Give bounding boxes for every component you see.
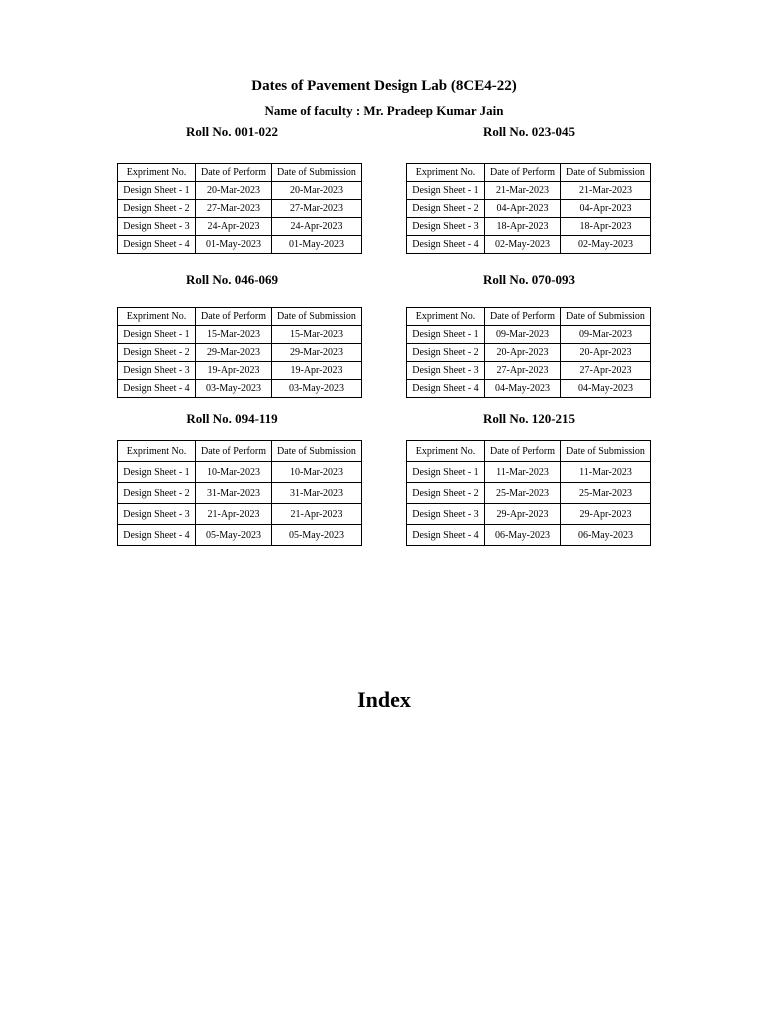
schedule-table-6 <box>406 440 651 546</box>
table-row <box>118 462 362 483</box>
table-cell: 05-May-2023 <box>196 525 272 546</box>
table-cell: Design Sheet - 2 <box>118 344 196 362</box>
table-cell: 21-Mar-2023 <box>561 182 651 200</box>
column-header: Date of Submission <box>272 164 362 182</box>
column-header: Date of Submission <box>272 308 362 326</box>
table-cell: 11-Mar-2023 <box>485 462 561 483</box>
schedule-table-4 <box>406 307 651 398</box>
table-row <box>407 362 651 380</box>
table-row <box>118 200 362 218</box>
table-cell: 27-Mar-2023 <box>196 200 272 218</box>
table-cell: 29-Apr-2023 <box>561 504 651 525</box>
table-row <box>407 326 651 344</box>
table-cell: 27-Apr-2023 <box>485 362 561 380</box>
table-cell: 04-Apr-2023 <box>561 200 651 218</box>
table-cell: 05-May-2023 <box>272 525 362 546</box>
table-header-row <box>407 441 651 462</box>
table-header-row <box>118 308 362 326</box>
table-cell: 09-Mar-2023 <box>485 326 561 344</box>
table-cell: 31-Mar-2023 <box>196 483 272 504</box>
table-row <box>118 182 362 200</box>
table-row <box>407 218 651 236</box>
roll-heading-2: Roll No. 023-045 <box>482 124 576 139</box>
table-cell: 04-May-2023 <box>485 380 561 398</box>
column-header: Expriment No. <box>118 441 196 462</box>
table-cell: 21-Apr-2023 <box>272 504 362 525</box>
table-row <box>407 200 651 218</box>
table-cell: 04-Apr-2023 <box>485 200 561 218</box>
table-cell: 20-Mar-2023 <box>196 182 272 200</box>
table-cell: Design Sheet - 2 <box>407 483 485 504</box>
schedule-table-2 <box>406 163 651 254</box>
table-cell: 20-Apr-2023 <box>485 344 561 362</box>
table-cell: 09-Mar-2023 <box>561 326 651 344</box>
table-cell: 21-Mar-2023 <box>485 182 561 200</box>
column-header: Date of Perform <box>196 441 272 462</box>
page-title: Dates of Pavement Design Lab (8CE4-22) <box>251 78 517 94</box>
table-row <box>407 525 651 546</box>
table-cell: 27-Mar-2023 <box>272 200 362 218</box>
table-cell: Design Sheet - 1 <box>118 462 196 483</box>
column-header: Date of Submission <box>561 308 651 326</box>
schedule-table-5 <box>117 440 362 546</box>
table-row <box>118 483 362 504</box>
faculty-name: Name of faculty : Mr. Pradeep Kumar Jain <box>264 103 504 118</box>
table-row <box>118 344 362 362</box>
table-cell: 27-Apr-2023 <box>561 362 651 380</box>
table-cell: Design Sheet - 2 <box>407 200 485 218</box>
table-cell: Design Sheet - 4 <box>407 525 485 546</box>
index-heading: Index <box>357 687 411 712</box>
table-row <box>407 236 651 254</box>
table-cell: 21-Apr-2023 <box>196 504 272 525</box>
table-cell: Design Sheet - 3 <box>118 218 196 236</box>
table-cell: 02-May-2023 <box>485 236 561 254</box>
table-cell: Design Sheet - 3 <box>407 504 485 525</box>
table-header-row <box>118 441 362 462</box>
table-cell: 25-Mar-2023 <box>485 483 561 504</box>
table-cell: Design Sheet - 2 <box>118 200 196 218</box>
table-cell: 03-May-2023 <box>272 380 362 398</box>
table-cell: 01-May-2023 <box>272 236 362 254</box>
table-header-row <box>118 164 362 182</box>
column-header: Date of Submission <box>272 441 362 462</box>
table-cell: 18-Apr-2023 <box>561 218 651 236</box>
column-header: Date of Submission <box>561 441 651 462</box>
table-row <box>407 380 651 398</box>
roll-heading-4: Roll No. 070-093 <box>482 272 576 287</box>
schedule-table-1 <box>117 163 362 254</box>
table-cell: 10-Mar-2023 <box>196 462 272 483</box>
column-header: Date of Perform <box>485 308 561 326</box>
column-header: Date of Perform <box>485 164 561 182</box>
roll-heading-3: Roll No. 046-069 <box>185 272 279 287</box>
table-row <box>118 236 362 254</box>
table-cell: Design Sheet - 2 <box>407 344 485 362</box>
schedule-table-3 <box>117 307 362 398</box>
table-cell: 25-Mar-2023 <box>561 483 651 504</box>
column-header: Expriment No. <box>118 308 196 326</box>
table-cell: 19-Apr-2023 <box>272 362 362 380</box>
table-row <box>407 182 651 200</box>
table-cell: 06-May-2023 <box>561 525 651 546</box>
table-cell: Design Sheet - 1 <box>407 182 485 200</box>
table-row <box>118 525 362 546</box>
table-cell: Design Sheet - 4 <box>118 380 196 398</box>
table-row <box>118 218 362 236</box>
table-cell: Design Sheet - 4 <box>407 380 485 398</box>
table-row <box>118 362 362 380</box>
column-header: Date of Perform <box>485 441 561 462</box>
table-cell: 15-Mar-2023 <box>196 326 272 344</box>
table-row <box>407 462 651 483</box>
table-header-row <box>407 308 651 326</box>
table-cell: 02-May-2023 <box>561 236 651 254</box>
table-cell: Design Sheet - 3 <box>407 218 485 236</box>
column-header: Expriment No. <box>407 441 485 462</box>
table-row <box>118 380 362 398</box>
roll-heading-5: Roll No. 094-119 <box>186 411 278 426</box>
table-cell: 11-Mar-2023 <box>561 462 651 483</box>
table-cell: Design Sheet - 4 <box>118 525 196 546</box>
table-cell: 29-Mar-2023 <box>272 344 362 362</box>
column-header: Date of Submission <box>561 164 651 182</box>
table-cell: 20-Mar-2023 <box>272 182 362 200</box>
table-row <box>407 344 651 362</box>
column-header: Expriment No. <box>118 164 196 182</box>
table-cell: 15-Mar-2023 <box>272 326 362 344</box>
table-cell: Design Sheet - 1 <box>118 326 196 344</box>
table-cell: Design Sheet - 2 <box>118 483 196 504</box>
table-cell: Design Sheet - 1 <box>407 462 485 483</box>
table-cell: Design Sheet - 1 <box>407 326 485 344</box>
table-row <box>118 504 362 525</box>
table-cell: 04-May-2023 <box>561 380 651 398</box>
table-row <box>407 483 651 504</box>
column-header: Date of Perform <box>196 308 272 326</box>
table-cell: 29-Apr-2023 <box>485 504 561 525</box>
table-cell: Design Sheet - 3 <box>407 362 485 380</box>
table-cell: 10-Mar-2023 <box>272 462 362 483</box>
table-cell: 19-Apr-2023 <box>196 362 272 380</box>
column-header: Expriment No. <box>407 308 485 326</box>
table-cell: Design Sheet - 1 <box>118 182 196 200</box>
table-cell: Design Sheet - 4 <box>118 236 196 254</box>
table-cell: 29-Mar-2023 <box>196 344 272 362</box>
table-cell: Design Sheet - 3 <box>118 362 196 380</box>
table-cell: 01-May-2023 <box>196 236 272 254</box>
table-cell: Design Sheet - 4 <box>407 236 485 254</box>
table-cell: Design Sheet - 3 <box>118 504 196 525</box>
table-cell: 24-Apr-2023 <box>196 218 272 236</box>
table-cell: 20-Apr-2023 <box>561 344 651 362</box>
column-header: Expriment No. <box>407 164 485 182</box>
table-cell: 18-Apr-2023 <box>485 218 561 236</box>
table-header-row <box>407 164 651 182</box>
roll-heading-1: Roll No. 001-022 <box>185 124 279 139</box>
table-cell: 24-Apr-2023 <box>272 218 362 236</box>
column-header: Date of Perform <box>196 164 272 182</box>
table-row <box>118 326 362 344</box>
table-cell: 06-May-2023 <box>485 525 561 546</box>
table-cell: 31-Mar-2023 <box>272 483 362 504</box>
table-cell: 03-May-2023 <box>196 380 272 398</box>
table-row <box>407 504 651 525</box>
roll-heading-6: Roll No. 120-215 <box>482 411 576 426</box>
